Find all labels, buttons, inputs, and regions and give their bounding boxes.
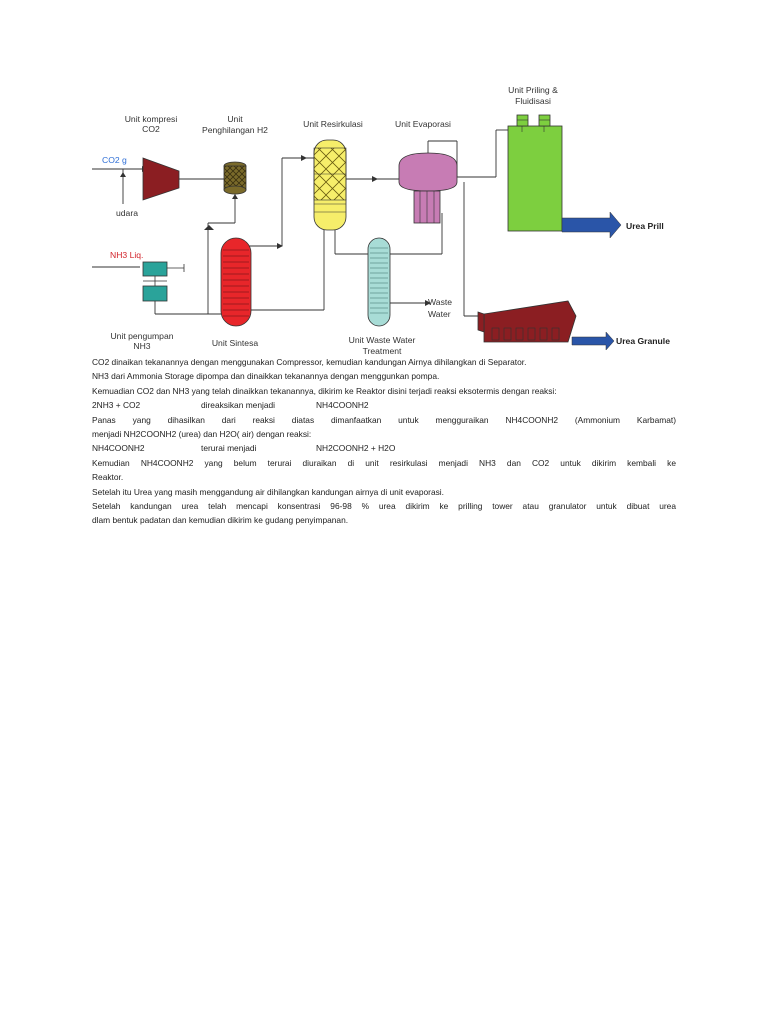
label-urea-granule: Urea Granule [616,336,670,346]
label-unit-sintesa: Unit Sintesa [211,338,259,348]
eq1-reactants: 2NH3 + CO2 [92,400,141,411]
label-unit-penghilangan-2: Penghilangan H2 [202,125,268,135]
paragraph-heat-line2: menjadi NH2COONH2 (urea) dan H2O( air) dengan reaksi: [92,429,312,440]
eq1-verb: direaksikan menjadi [201,400,276,411]
label-unit-priling-2: Fluidisasi [515,96,551,106]
eq2-reactant: NH4COONH2 [92,443,145,454]
granulator [478,301,576,342]
eq2-verb: terurai menjadi [201,443,257,454]
urea-prill-arrow [562,212,621,238]
eq2-product: NH2COONH2 + H2O [316,443,396,454]
label-co2-gas: CO2 g [102,155,127,165]
prilling-tower [508,115,562,231]
label-unit-pengumpan-2: NH3 [133,341,151,351]
label-unit-waste-water-2: Treatment [362,346,402,356]
label-waste-water-1: Waste [428,297,453,307]
recirculation-column [314,140,346,230]
urea-granule-arrow [572,332,614,350]
label-unit-resirkulasi: Unit Resirkulasi [303,119,363,129]
eq1-product: NH4COONH2 [316,400,369,411]
label-unit-kompresi-1: Unit kompresi [124,114,178,124]
label-udara: udara [116,208,138,218]
label-urea-prill: Urea Prill [626,221,664,231]
label-unit-evaporasi: Unit Evaporasi [395,119,451,129]
process-description [92,355,676,528]
granulator-chamber [516,328,523,340]
h2-removal-vessel [224,162,246,194]
label-nh3-liq: NH3 Liq. [110,250,144,260]
paragraph-recirculation-line2: Reaktor. [92,472,124,483]
label-unit-pengumpan-1: Unit pengumpan [110,331,174,341]
granulator-chamber [492,328,499,340]
urea-process-flow-diagram [92,78,682,360]
label-unit-kompresi-2: CO2 [142,124,160,134]
evaporator [399,153,457,223]
co2-compressor [143,158,179,200]
granulator-chamber [552,328,559,340]
reaction-equation-2 [92,441,676,455]
label-unit-penghilangan-1: Unit [227,114,243,124]
nh3-feed-pump [143,262,184,301]
paragraph-recirculation-line1: Kemudian NH4COONH2 yang belum terurai diuraikan di unit resirkulasi menjadi NH3 dan CO2 untuk dikirim kembali ke [92,457,676,468]
paragraph-reactor: Kemuadian CO2 dan NH3 yang telah dinaikkan tekanannya, dikirim ke Reaktor disini terjadi reaksi eksotermis dengan reaksi: [92,385,557,396]
paragraph-nh3-pumping: NH3 dari Ammonia Storage dipompa dan dinaikkan tekanannya dengan menggunkan pompa. [92,371,440,382]
granulator-chamber [540,328,547,340]
synthesis-reactor [221,238,251,326]
label-waste-water-2: Water [428,309,451,319]
paragraph-prilling-line1: Setelah kandungan urea telah mencapi konsentrasi 96-98 % urea dikirim ke prilling tower atau granulator untuk dibuat urea [92,501,676,512]
paragraph-prilling-line2: dlam bentuk padatan dan kemudian dikirim ke gudang penyimpanan. [92,515,349,526]
waste-water-column [368,238,390,326]
paragraph-heat-line1: Panas yang dihasilkan dari reaksi diatas dimanfaatkan untuk menggurai​kan NH4COONH2 (Ammonium Karbamat) [92,414,676,425]
paragraph-evaporation: Setelah itu Urea yang masih menggandung air dihilangkan kandungan airnya di unit evaporasi. [92,486,444,497]
label-unit-waste-water-1: Unit Waste Water [348,335,416,345]
granulator-chamber [504,328,511,340]
paragraph-co2-compression: CO2 dinaikan tekanannya dengan menggunakan Compressor, kemudian kandungan Airnya dihilangkan di Separator. [92,357,527,367]
reaction-equation-1 [92,398,676,412]
label-unit-priling-1: Unit Priling & [508,85,558,95]
granulator-chamber [528,328,535,340]
